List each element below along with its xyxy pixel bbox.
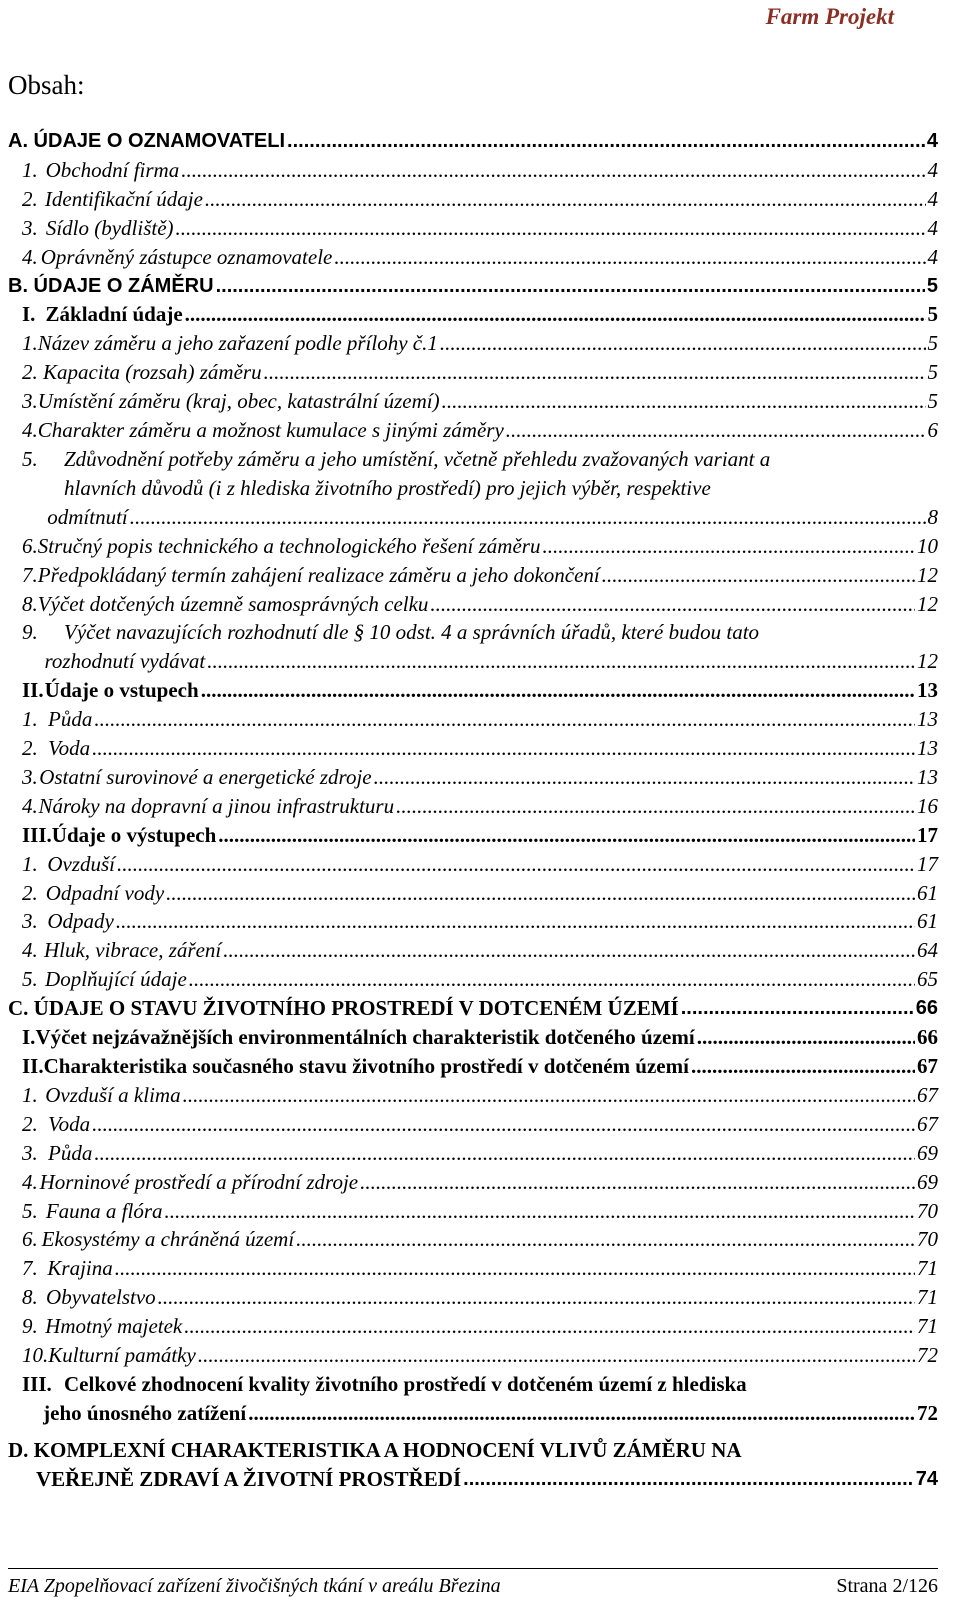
toc-label: Kulturní památky [48,1343,196,1368]
leader-dots [334,243,925,272]
leader-dots [116,907,915,936]
toc-number: 3. [22,909,38,934]
footer-document-title: EIA Zpopelňovací zařízení živočišných tkání v areálu Březina [8,1575,501,1597]
toc-label: rozhodnutí vydávat [44,649,206,674]
leader-dots [166,879,915,908]
toc-entry[interactable] [8,1283,938,1312]
leader-dots [92,734,915,763]
toc-page: 74 [915,1467,938,1490]
toc-label: Doplňující údaje [45,967,187,992]
toc-page: 71 [917,1256,938,1281]
toc-number: 4. [22,244,38,269]
toc-entry[interactable] [8,1168,938,1197]
toc-entry[interactable] [8,1081,938,1110]
toc-number: 5. [22,446,38,471]
toc-number: II. [22,1054,44,1078]
toc-number: 6. [22,1227,38,1252]
leader-dots [223,936,915,965]
toc-number: II. [22,678,44,703]
toc-label: Oprávněný zástupce oznamovatele [40,244,333,269]
toc-page: 13 [917,764,938,789]
table-of-contents [8,127,938,1494]
toc-label: Údaje o výstupech [51,822,217,847]
leader-dots [198,1341,915,1370]
leader-dots [216,272,925,301]
toc-number: 10. [22,1343,49,1368]
toc-label: Horninové prostředí a přírodní zdroje [39,1169,359,1194]
leader-dots [181,156,925,185]
toc-entry[interactable] [8,1341,938,1370]
toc-page: 69 [917,1140,938,1165]
toc-number: 8. [22,1285,38,1310]
toc-label: Fauna a flóra [45,1198,163,1223]
toc-entry[interactable] [8,734,938,763]
toc-number: 8. [22,591,38,616]
leader-dots [115,1254,915,1283]
toc-entry[interactable] [8,1139,938,1168]
toc-number: III. [22,822,52,847]
toc-label: Výčet dotčených územně samosprávných celku [37,591,429,616]
toc-entry[interactable] [8,907,938,936]
toc-entry[interactable] [8,1225,938,1254]
toc-number: 3. [22,389,38,414]
leader-dots [130,503,926,532]
toc-label: B. ÚDAJE O ZÁMĚRU [8,274,214,297]
toc-number: 1. [22,707,38,732]
toc-number: 1. [22,157,38,182]
leader-dots [440,329,926,358]
toc-entry[interactable] [8,1052,938,1081]
toc-label: Voda [48,1111,91,1136]
toc-entry-multiline[interactable] [8,1436,938,1465]
toc-page: 72 [917,1343,938,1368]
toc-label: Krajina [47,1256,113,1281]
toc-label: Nároky na dopravní a jinou infrastrukturu [38,793,395,818]
leader-dots [442,387,926,416]
toc-entry[interactable] [8,185,938,214]
toc-page: 67 [917,1111,938,1136]
toc-page: 12 [917,591,938,616]
toc-entry-continuation [8,474,938,503]
leader-dots [184,1312,915,1341]
leader-dots [681,994,914,1023]
toc-label: odmítnutí [47,504,128,529]
leader-dots [205,185,926,214]
toc-number: 3. [22,1140,38,1165]
toc-entry[interactable] [8,676,938,705]
toc-number: 2. [22,1111,38,1136]
toc-page: 6 [927,418,938,443]
toc-label: Kapacita (rozsah) záměru [43,360,262,385]
toc-number: I. [22,1025,36,1050]
toc-page: 5 [927,389,938,414]
toc-number: III. [22,1371,52,1396]
leader-dots [697,1023,915,1052]
toc-entry[interactable] [8,821,938,850]
toc-page: 4 [927,186,938,211]
toc-number: 4. [22,1169,38,1194]
toc-entry[interactable] [8,936,938,965]
leader-dots [185,300,926,329]
toc-number: 6. [22,533,38,558]
toc-number: 2. [22,186,38,211]
toc-number: 4. [22,418,38,443]
toc-number: 3. [22,764,38,789]
leader-dots [287,127,925,156]
toc-number: 3. [22,215,38,240]
toc-number: I. [22,302,36,327]
leader-dots [396,792,915,821]
leader-dots [158,1283,915,1312]
toc-page: 5 [927,302,938,327]
toc-number: 1. [22,851,38,876]
toc-label: Ostatní surovinové a energetické zdroje [39,764,372,789]
toc-page: 12 [917,649,938,674]
toc-number: 2. [22,360,38,385]
toc-entry[interactable] [8,127,938,156]
leader-dots [506,416,926,445]
leader-dots [463,1465,914,1494]
toc-entry-continuation[interactable] [8,647,938,676]
toc-label: Sídlo (bydliště) [45,215,174,240]
toc-label: Identifikační údaje [44,186,203,211]
toc-page: 70 [917,1198,938,1223]
toc-page: 13 [917,707,938,732]
toc-label: Výčet nejzávažnějších environmentálních charakteristik dotčeného území [35,1025,695,1050]
toc-page: 4 [927,157,938,182]
toc-page: 72 [917,1400,938,1425]
toc-entry[interactable] [8,416,938,445]
leader-dots [117,850,915,879]
leader-dots [94,1139,915,1168]
toc-label: Hluk, vibrace, záření [43,938,222,963]
toc-page: 61 [917,880,938,905]
toc-label: C. ÚDAJE O STAVU ŽIVOTNÍHO PROSTREDÍ V DOTCENÉM ÚZEMÍ [8,996,679,1021]
toc-entry[interactable] [8,243,938,272]
toc-page: 13 [917,678,938,703]
page-title: Obsah: [8,70,85,100]
toc-number: 2. [22,736,38,761]
toc-label: jeho únosného zatížení [43,1400,247,1425]
toc-label: Charakter záměru a možnost kumulace s jinými záměry [37,418,504,443]
toc-page: 4 [927,244,938,269]
leader-dots [189,965,915,994]
toc-entry[interactable] [8,965,938,994]
toc-page: 70 [917,1227,938,1252]
toc-entry[interactable] [8,156,938,185]
toc-label: A. ÚDAJE O OZNAMOVATELI [8,130,286,152]
toc-entry-continuation[interactable] [8,1399,938,1428]
toc-number: 1. [22,331,38,356]
toc-page: 67 [917,1082,938,1107]
toc-label: Předpokládaný termín zahájení realizace záměru a jeho dokončení [37,562,600,587]
toc-label: Ekosystémy a chráněná území [41,1227,295,1252]
toc-label-line1: D. KOMPLEXNÍ CHARAKTERISTIKA A HODNOCENÍ VLIVŮ ZÁMĚRU NA [8,1437,742,1462]
toc-label: Charakteristika současného stavu životního prostředí v dotčeném území [43,1054,689,1078]
toc-number: 9. [22,620,38,645]
leader-dots [207,647,915,676]
toc-entry[interactable] [8,763,938,792]
toc-label: Obyvatelstvo [46,1285,156,1310]
leader-dots [360,1168,915,1197]
toc-page: 17 [917,851,938,876]
toc-page: 12 [917,562,938,587]
toc-entry-multiline[interactable] [8,618,938,647]
leader-dots [92,1110,915,1139]
toc-page: 16 [917,793,938,818]
toc-label: Umístění záměru (kraj, obec, katastrální území) [37,389,440,414]
toc-number: 9. [22,1314,38,1339]
leader-dots [248,1399,915,1428]
toc-entry[interactable] [8,1110,938,1139]
toc-number: 7. [22,1256,38,1281]
toc-label: Ovzduší [47,851,115,876]
toc-entry[interactable] [8,358,938,387]
toc-entry[interactable] [8,994,938,1023]
toc-entry[interactable] [8,532,938,561]
leader-dots [430,590,915,619]
toc-entry[interactable] [8,590,938,619]
toc-label: Hmotný majetek [45,1314,183,1339]
toc-label-line1: Zdůvodnění potřeby záměru a jeho umístění, včetně přehledu zvažovaných variant a [64,446,771,471]
toc-page: 13 [917,736,938,761]
toc-page: 4 [926,130,938,152]
toc-number: 7. [22,562,38,587]
toc-entry[interactable] [8,329,938,358]
leader-dots [691,1052,915,1081]
toc-page: 10 [917,533,938,558]
toc-entry[interactable] [8,1254,938,1283]
toc-entry[interactable] [8,850,938,879]
toc-page: 8 [927,504,938,529]
leader-dots [264,358,926,387]
toc-label: Název záměru a jeho zařazení podle přílohy č.1 [37,331,438,356]
toc-page: 71 [917,1314,938,1339]
toc-label: VEŘEJNĚ ZDRAVÍ A ŽIVOTNÍ PROSTŘEDÍ [36,1466,462,1491]
leader-dots [183,1081,915,1110]
toc-entry[interactable] [8,1197,938,1226]
toc-entry[interactable] [8,705,938,734]
toc-entry[interactable] [8,561,938,590]
toc-label: Ovzduší a klima [45,1082,181,1107]
toc-entry-continuation[interactable] [8,503,938,532]
toc-label-line2: hlavních důvodů (i z hlediska životního prostředí) pro jejich výběr, respektive [64,475,711,500]
toc-label: Půda [48,707,93,732]
toc-page: 5 [926,274,938,297]
toc-page: 5 [927,360,938,385]
leader-dots [218,821,915,850]
toc-entry[interactable] [8,1023,938,1052]
toc-label: Odpady [47,909,114,934]
toc-page: 67 [917,1054,938,1078]
leader-dots [374,763,915,792]
leader-dots [542,532,915,561]
toc-page: 64 [917,938,938,963]
toc-page: 17 [917,822,938,847]
toc-page: 5 [927,331,938,356]
leader-dots [165,1197,916,1226]
toc-entry[interactable] [8,300,938,329]
leader-dots [201,676,915,705]
toc-page: 71 [917,1285,938,1310]
toc-entry[interactable] [8,1312,938,1341]
leader-dots [176,214,926,243]
toc-page: 66 [917,1025,938,1050]
document-footer [8,1568,938,1598]
toc-page: 69 [917,1169,938,1194]
toc-label: Půda [48,1140,93,1165]
toc-entry[interactable] [8,272,938,301]
leader-dots [296,1225,915,1254]
toc-label: Základní údaje [45,302,183,327]
toc-page: 66 [915,997,938,1020]
toc-number: 1. [22,1082,38,1107]
toc-entry[interactable] [8,792,938,821]
leader-dots [602,561,915,590]
toc-number: 2. [22,880,38,905]
toc-label: Voda [48,736,91,761]
toc-page: 4 [927,215,938,240]
toc-entry-multiline[interactable] [8,1370,938,1399]
toc-entry-continuation[interactable] [8,1465,938,1494]
toc-label: Odpadní vody [45,880,165,905]
footer-page-number: Strana 2/126 [836,1575,938,1597]
toc-label: Stručný popis technického a technologického řešení záměru [37,533,541,558]
toc-label: Obchodní firma [45,157,180,182]
toc-number: 5. [22,1198,38,1223]
toc-entry-multiline[interactable] [8,445,938,474]
leader-dots [94,705,915,734]
toc-page: 61 [917,909,938,934]
document-header-project: Farm Projekt [765,4,894,29]
toc-label-line1: Celkové zhodnocení kvality životního prostředí v dotčeném území z hlediska [64,1371,747,1396]
toc-entry[interactable] [8,387,938,416]
toc-page: 65 [917,967,938,992]
toc-entry[interactable] [8,214,938,243]
toc-entry[interactable] [8,879,938,908]
toc-number: 4. [22,938,38,963]
toc-number: 5. [22,967,38,992]
toc-label: Údaje o vstupech [44,678,199,703]
toc-number: 4. [22,793,38,818]
toc-label-line1: Výčet navazujících rozhodnutí dle § 10 odst. 4 a správních úřadů, které budou tato [64,620,760,645]
